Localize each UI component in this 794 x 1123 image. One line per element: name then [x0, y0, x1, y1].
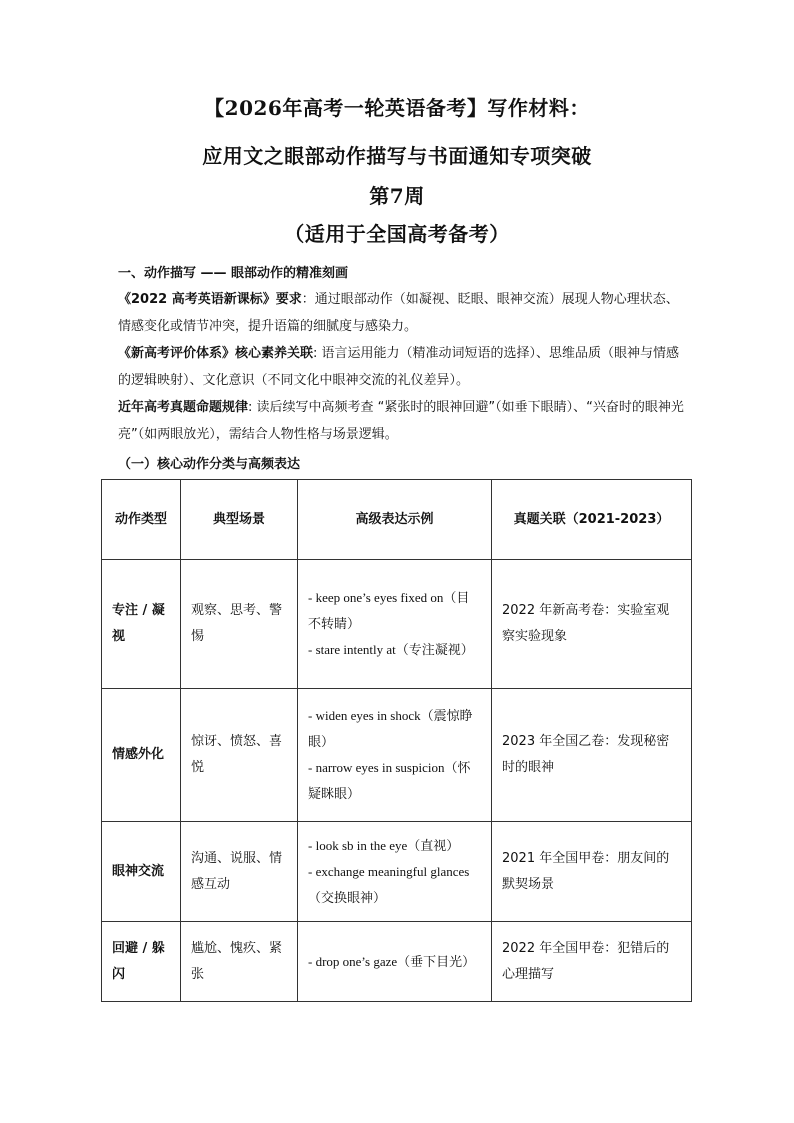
table-row [102, 560, 692, 689]
pattern-label: 近年高考真题命题规律 [118, 400, 249, 415]
pattern-paragraph [118, 394, 688, 448]
cell-scene: 沟通、说服、情感互动 [181, 822, 298, 922]
doc-title-week: 第7周 [369, 184, 425, 208]
cell-scene: 惊讶、愤怒、喜悦 [181, 689, 298, 822]
requirement-text: ：通过眼部动作（如凝视、眨眼、眼神交流）展现人物心理状态、情感变化或情节冲突，提升语篇的细腻度与感染力。 [118, 292, 679, 334]
expression-line: - drop one’s gaze（垂下目光） [308, 953, 476, 969]
doc-title-scope: （适用于全国高考备考） [284, 222, 510, 246]
table-row [102, 689, 692, 822]
cell-expression [298, 922, 492, 1002]
cell-action: 回避 / 躲闪 [102, 922, 181, 1002]
cell-expression [298, 560, 492, 689]
expression-line: - look sb in the eye（直视） [308, 837, 460, 853]
cell-exam: 2023 年全国乙卷：发现秘密时的眼神 [492, 689, 692, 822]
cell-expression [298, 822, 492, 922]
header-action-type: 动作类型 [102, 480, 181, 560]
expression-line: - exchange meaningful glances（交换眼神） [308, 863, 470, 905]
expression-line: - keep one’s eyes fixed on（目不转睛） [308, 590, 470, 631]
literacy-label: 《新高考评价体系》核心素养关联 [118, 346, 314, 361]
sub-heading: （一）核心动作分类与高频表达 [118, 457, 301, 472]
table-row [102, 922, 692, 1002]
requirement-label: 《2022 高考英语新课标》要求 [118, 292, 302, 307]
cell-scene: 观察、思考、警惕 [181, 560, 298, 689]
cell-expression [298, 689, 492, 822]
pattern-text: : 读后续写中高频考查 “紧张时的眼神回避”（如垂下眼睛）、“兴奋时的眼神光亮”（如两眼放光），需结合人物性格与场景逻辑。 [118, 400, 684, 442]
literacy-text: : 语言运用能力（精准动词短语的选择）、思维品质（眼神与情感的逻辑映射）、文化意识（不同文化中眼神交流的礼仪差异）。 [118, 346, 680, 388]
literacy-paragraph [118, 340, 688, 394]
cell-scene: 尴尬、愧疚、紧张 [181, 922, 298, 1002]
expression-line: - stare intently at（专注凝视） [308, 642, 474, 657]
table-header-row [102, 480, 692, 560]
cell-exam: 2022 年新高考卷：实验室观察实验现象 [492, 560, 692, 689]
table-row [102, 822, 692, 922]
header-exam: 真题关联（2021-2023） [492, 480, 692, 560]
doc-title-line1: 【2026年高考一轮英语备考】写作材料： [204, 96, 590, 120]
expression-line: - narrow eyes in suspicion（怀疑眯眼） [308, 760, 471, 801]
section-heading: 一、动作描写 —— 眼部动作的精准刻画 [118, 266, 349, 281]
expression-table [101, 479, 692, 1002]
doc-title-line2: 应用文之眼部动作描写与书面通知专项突破 [202, 144, 592, 168]
expression-line: - widen eyes in shock（震惊睁眼） [308, 708, 473, 749]
header-scene: 典型场景 [181, 480, 298, 560]
cell-action: 眼神交流 [102, 822, 181, 922]
cell-action: 情感外化 [102, 689, 181, 822]
header-expression: 高级表达示例 [298, 480, 492, 560]
requirement-paragraph [118, 286, 688, 340]
cell-action: 专注 / 凝视 [102, 560, 181, 689]
cell-exam: 2022 年全国甲卷：犯错后的心理描写 [492, 922, 692, 1002]
cell-exam: 2021 年全国甲卷：朋友间的默契场景 [492, 822, 692, 922]
